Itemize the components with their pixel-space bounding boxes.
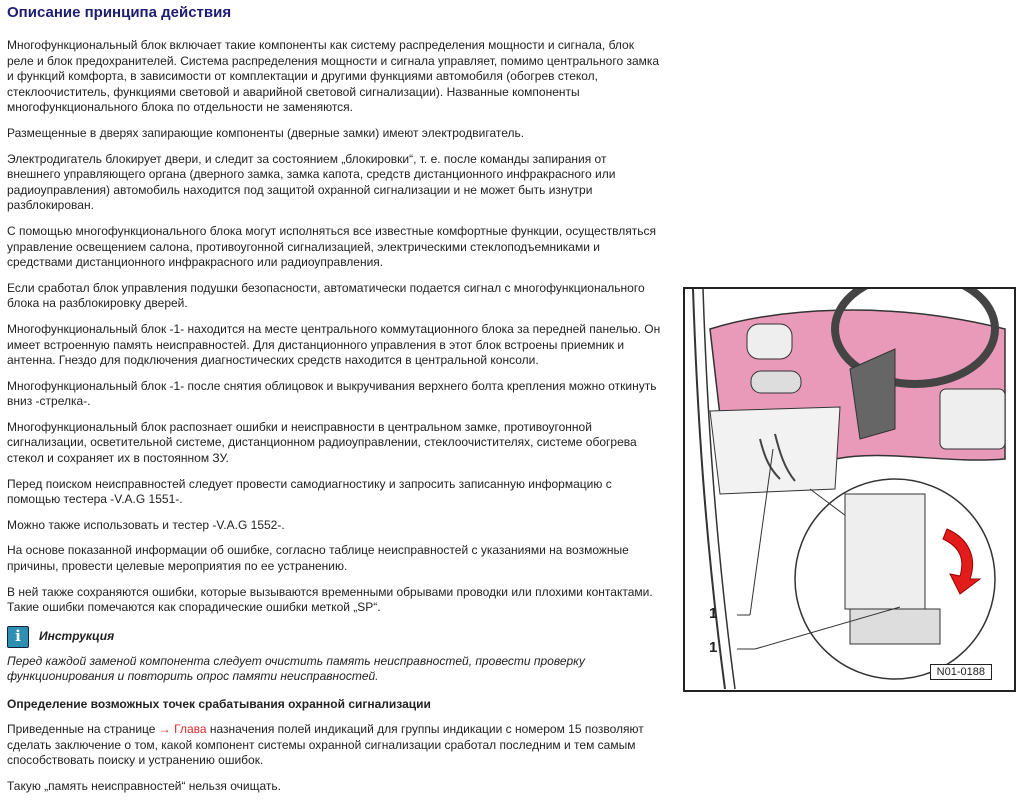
- paragraph: Многофункциональный блок распознает ошибки и неисправности в центральном замке, противоугонной сигнализации, осветительной системе, дистанционном радиоуправлении, стеклоочистителях, системе обогрева стекол и сохраняет их в постоянном ЗУ.: [7, 419, 637, 466]
- note-title: Инструкция: [39, 629, 115, 644]
- paragraph: В ней также сохраняются ошибки, которые вызываются временными обрывами проводки или плохими контактами. Такие ошибки помечаются как спорадические ошибки меткой „SP“.: [7, 584, 653, 615]
- document-body: [7, 4, 662, 804]
- paragraph: Многофункциональный блок включает такие компоненты как систему распределения мощности и сигнала, блок реле и блок предохранителей. Система распределения мощности и сигнала управляет, помимо центрального замка и функций комфорта, в зависимости от комплектации и другими функциями автомобиля (обогрев стекол, стеклоочиститель, функциями световой и аварийной световой сигнализации). Названные компоненты многофункционального блока по отдельности не заменяются.: [7, 38, 660, 115]
- chapter-link[interactable]: Глава: [174, 722, 207, 736]
- text: назначения полей индикаций для группы индикации с номером 15 позволяют сделать заключение о том, какой компонент системы охранной сигнализации сработал последним и тем самым способствовать поиску и устранению ошибок.: [7, 722, 644, 768]
- paragraph: Перед поиском неисправностей следует провести самодиагностику и запросить записанную информацию с помощью тестера -V.A.G 1551-.: [7, 476, 612, 507]
- paragraph: Если сработал блок управления подушки безопасности, автоматически подается сигнал с многофункционального блока на разблокировку дверей.: [7, 280, 645, 311]
- paragraph: Многофункциональный блок -1- после снятия облицовок и выкручивания верхнего болта крепления можно откинуть вниз -стрелка-.: [7, 378, 657, 409]
- note-text: Перед каждой заменой компонента следует очистить память неисправностей, провести проверку функционирования и повторить опрос памяти неисправностей.: [7, 653, 585, 684]
- figure-code: N01-0188: [930, 664, 992, 680]
- arrow-icon: →: [158, 722, 175, 736]
- paragraph: Размещенные в дверях запирающие компоненты (дверные замки) имеют электродвигатель.: [7, 125, 525, 140]
- section-heading: Определение возможных точек срабатывания охранной сигнализации: [7, 697, 431, 711]
- page-title: Описание принципа действия: [7, 4, 232, 21]
- paragraph: Можно также использовать и тестер -V.A.G 1552-.: [7, 517, 285, 532]
- paragraph: С помощью многофункционального блока могут исполняться все известные комфортные функции, осуществляться управление освещением салона, противоугонной сигнализацией, электрическими стеклоподъемниками и средствами дистанционного инфракрасного или радиоуправления.: [7, 223, 656, 270]
- paragraph: На основе показанной информации об ошибке, согласно таблице неисправностей с указаниями на возможные причины, провести целевые мероприятия по ее устранению.: [7, 543, 629, 574]
- callout-label: 1: [709, 605, 718, 622]
- info-icon: i: [7, 626, 29, 648]
- paragraph: Такую „память неисправностей“ нельзя очищать.: [7, 778, 281, 793]
- dashboard-illustration: [683, 287, 1016, 692]
- illustration-drawing: [685, 289, 1014, 690]
- paragraph: Электродигатель блокирует двери, и следит за состоянием „блокировки“, т. е. после команды запирания от внешнего управляющего органа (дверного замка, замка капота, средств дистанционного инфракрасного или радиоуправления) автомобиль находится под защитой охранной сигнализации и не может быть изнутри разблокирован.: [7, 151, 616, 213]
- note-header: [7, 626, 662, 648]
- callout-label: 1: [709, 639, 718, 656]
- text: Приведенные на странице: [7, 722, 159, 736]
- paragraph: [7, 722, 662, 769]
- paragraph: Многофункциональный блок -1- находится на месте центрального коммутационного блока за передней панелью. Он имеет встроенную память неисправностей. Для дистанционного управления в этот блок встроены приемник и антенна. Гнездо для подключения диагностических средств находится в центральной консоли.: [7, 321, 661, 368]
